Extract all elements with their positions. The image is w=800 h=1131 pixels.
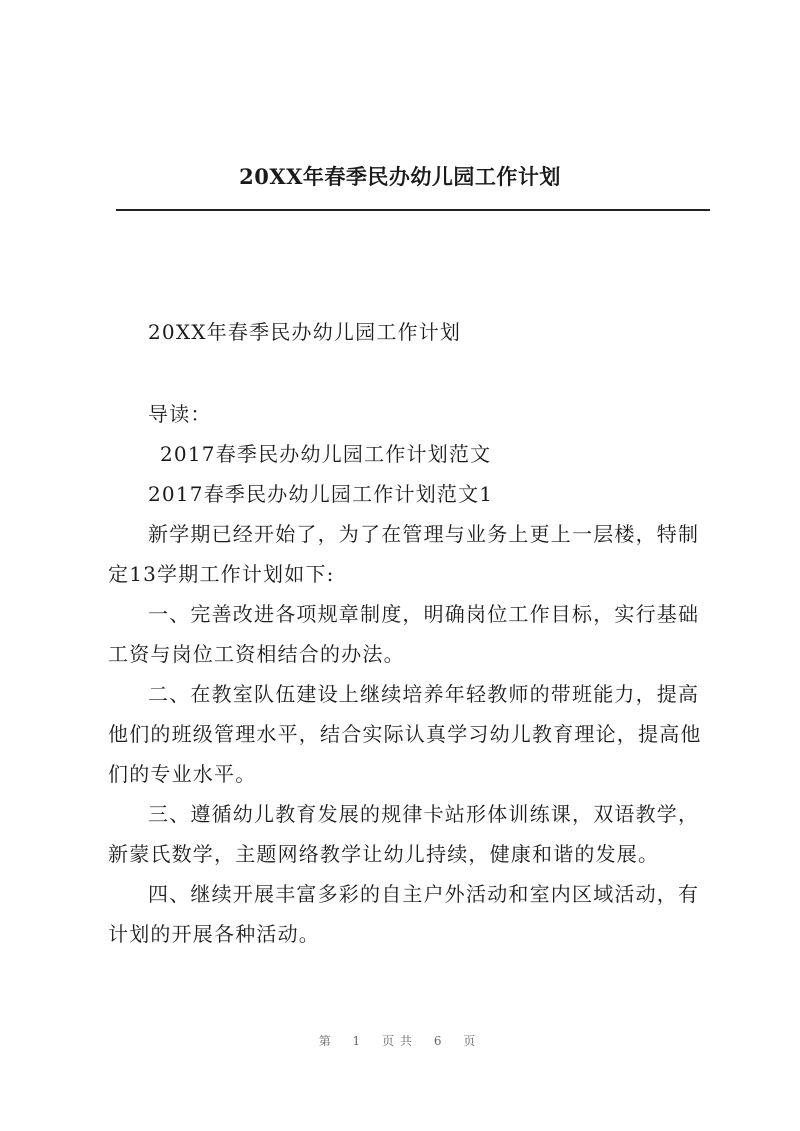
paragraph: 三、遵循幼儿教育发展的规律卡站形体训练课，双语教学，新蒙氏数学，主题网络教学让幼儿持续，健康和谐的发展。 bbox=[108, 802, 700, 866]
document-body bbox=[108, 312, 712, 352]
paragraph: 新学期已经开始了，为了在管理与业务上更上一层楼，特制定13学期工作计划如下: bbox=[108, 522, 700, 586]
section-title: 2017春季民办幼儿园工作计划范文1 bbox=[148, 482, 494, 506]
lead-item: 2017春季民办幼儿园工作计划范文 bbox=[160, 442, 492, 466]
paragraph: 二、在教室队伍建设上继续培养年轻教师的带班能力，提高他们的班级管理水平，结合实际认真学习幼儿教育理论，提高他们的专业水平。 bbox=[108, 682, 702, 786]
title-divider bbox=[116, 209, 710, 211]
page-title: 20XX年春季民办幼儿园工作计划 bbox=[239, 164, 561, 189]
document-content bbox=[108, 394, 712, 954]
lead-label: 导读： bbox=[148, 402, 212, 426]
page-footer: 第 1 页共 6 页 bbox=[318, 1034, 482, 1048]
paragraph: 四、继续开展丰富多彩的自主户外活动和室内区域活动，有计划的开展各种活动。 bbox=[108, 882, 700, 946]
document-title-line: 20XX年春季民办幼儿园工作计划 bbox=[148, 320, 462, 344]
paragraph: 一、完善改进各项规章制度，明确岗位工作目标，实行基础工资与岗位工资相结合的办法。 bbox=[108, 602, 700, 666]
